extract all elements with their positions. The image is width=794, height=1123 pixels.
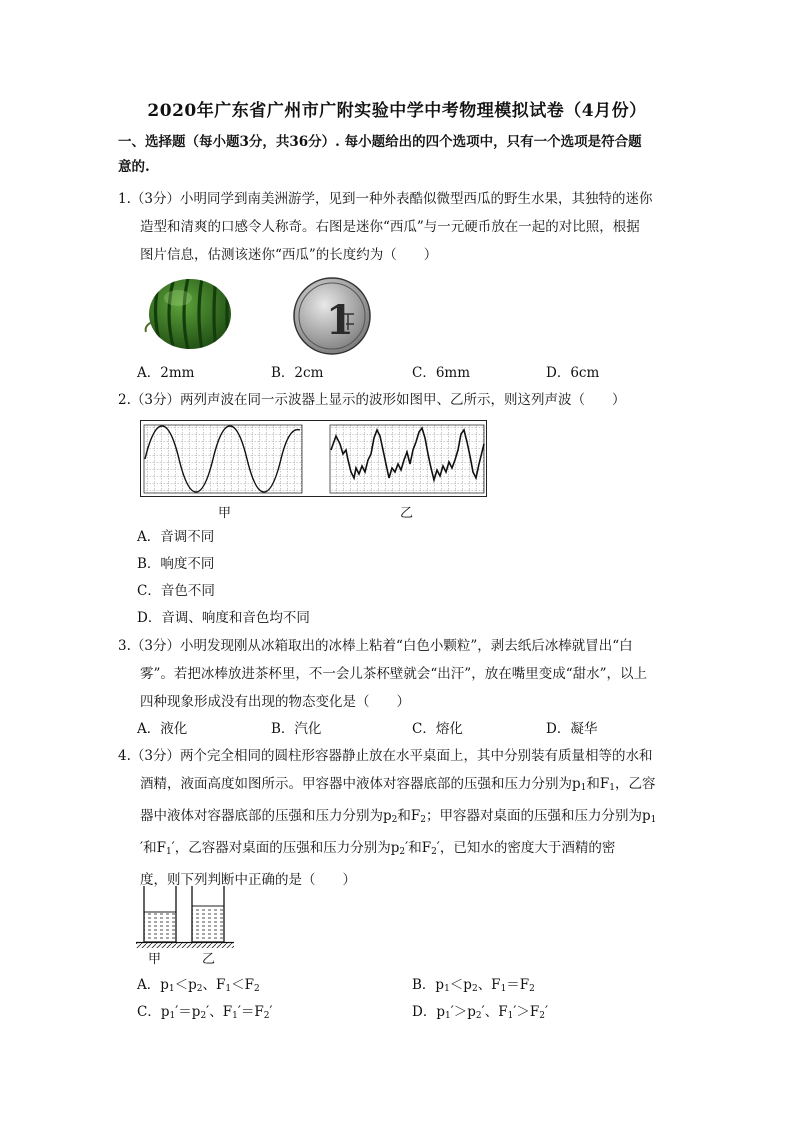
oscilloscope-figure	[140, 420, 488, 498]
q1-option-d[interactable]: D．6cm	[546, 365, 600, 381]
q2-option-a[interactable]: A．音调不同	[137, 529, 215, 545]
watermelon-image	[140, 278, 240, 354]
q2-options	[137, 524, 310, 631]
q4-caption-a: 甲	[148, 952, 162, 967]
q1-line-2: 造型和清爽的口感令人称奇。右图是迷你“西瓜”与一元硬币放在一起的对比照，根据	[140, 219, 640, 235]
q2-option-c[interactable]: C．音色不同	[137, 583, 215, 599]
q4-option-d[interactable]: D．$p_1'>p_2'$、$F_1'>F_2'$	[412, 1004, 549, 1021]
q4-line-3: 器中液体对容器底部的压强和压力分别为$p_2$和$F_2$；甲容器对桌面的压强和压力分别为$p_1$	[140, 808, 657, 825]
q2-caption-a: 甲	[218, 506, 232, 521]
q3-line-2: 雾”。若把冰棒放进茶杯里，不一会儿茶杯壁就会“出汗”，放在嘴里变成“甜水”，以上	[140, 666, 648, 682]
q4-line-2: 酒精，液面高度如图所示。甲容器中液体对容器底部的压强和压力分别为$p_1$和$F_1$，乙容	[140, 776, 656, 793]
section-header	[118, 130, 678, 180]
page-title: 2020年广东省广州市广附实验中学中考物理模拟试卷（4月份）	[147, 101, 647, 121]
containers-figure	[136, 884, 236, 948]
q1-line-3: 图片信息，估测该迷你“西瓜”的长度约为（ ）	[140, 247, 438, 263]
q4-line-1: 4.（3分）两个完全相同的圆柱形容器静止放在水平桌面上，其中分别装有质量相等的水和	[118, 748, 653, 764]
q2-line-1: 2.（3分）两列声波在同一示波器上显示的波形如图甲、乙所示，则这列声波（ ）	[118, 392, 626, 408]
question-4	[118, 742, 656, 894]
q4-line-4: ′和$F_1'$，乙容器对桌面的压强和压力分别为$p_2'$和$F_2'$，已知水的密度大于酒精的密	[140, 840, 616, 857]
q2-caption-b: 乙	[400, 506, 414, 521]
q4-option-c[interactable]: C．$p_1'=p_2'$、$F_1'=F_2'$	[137, 1004, 273, 1021]
q4-line-5: 度，则下列判断中正确的是（ ）	[140, 872, 356, 888]
coin-image	[292, 276, 372, 356]
q2-option-d[interactable]: D．音调、响度和音色均不同	[137, 610, 310, 626]
q2-option-b[interactable]: B．响度不同	[137, 556, 215, 572]
q1-option-c[interactable]: C．6mm	[412, 365, 471, 381]
q4-option-a[interactable]: A．$p_1<p_2$、$F_1<F_2$	[137, 977, 260, 994]
q3-option-a[interactable]: A．液化	[137, 721, 188, 737]
q3-option-c[interactable]: C．熔化	[412, 721, 463, 737]
q1-option-b[interactable]: B．2cm	[271, 365, 324, 381]
q3-option-b[interactable]: B．汽化	[271, 721, 322, 737]
section-line-1: 一、选择题（每小题3分，共36分）. 每小题给出的四个选项中，只有一个选项是符合题	[118, 134, 642, 150]
coin-numeral: 1	[326, 297, 354, 344]
q3-line-3: 四种现象形成没有出现的物态变化是（ ）	[140, 694, 410, 710]
q1-option-a[interactable]: A．2mm	[137, 365, 195, 381]
question-3	[118, 632, 647, 716]
alcohol-liquid	[192, 906, 224, 942]
water-liquid	[144, 912, 176, 942]
q3-line-1: 3.（3分）小明发现刚从冰箱取出的冰棒上粘着“白色小颗粒”，剥去纸后冰棒就冒出“白	[118, 638, 633, 654]
q3-option-d[interactable]: D．凝华	[546, 721, 598, 737]
q4-caption-b: 乙	[202, 952, 216, 967]
q4-option-b[interactable]: B．$p_1<p_2$、$F_1=F_2$	[412, 977, 535, 994]
section-line-2: 意的.	[118, 159, 150, 175]
q1-line-1: 1.（3分）小明同学到南美洲游学，见到一种外表酷似微型西瓜的野生水果，其独特的迷你	[118, 191, 653, 207]
question-1	[118, 185, 652, 269]
